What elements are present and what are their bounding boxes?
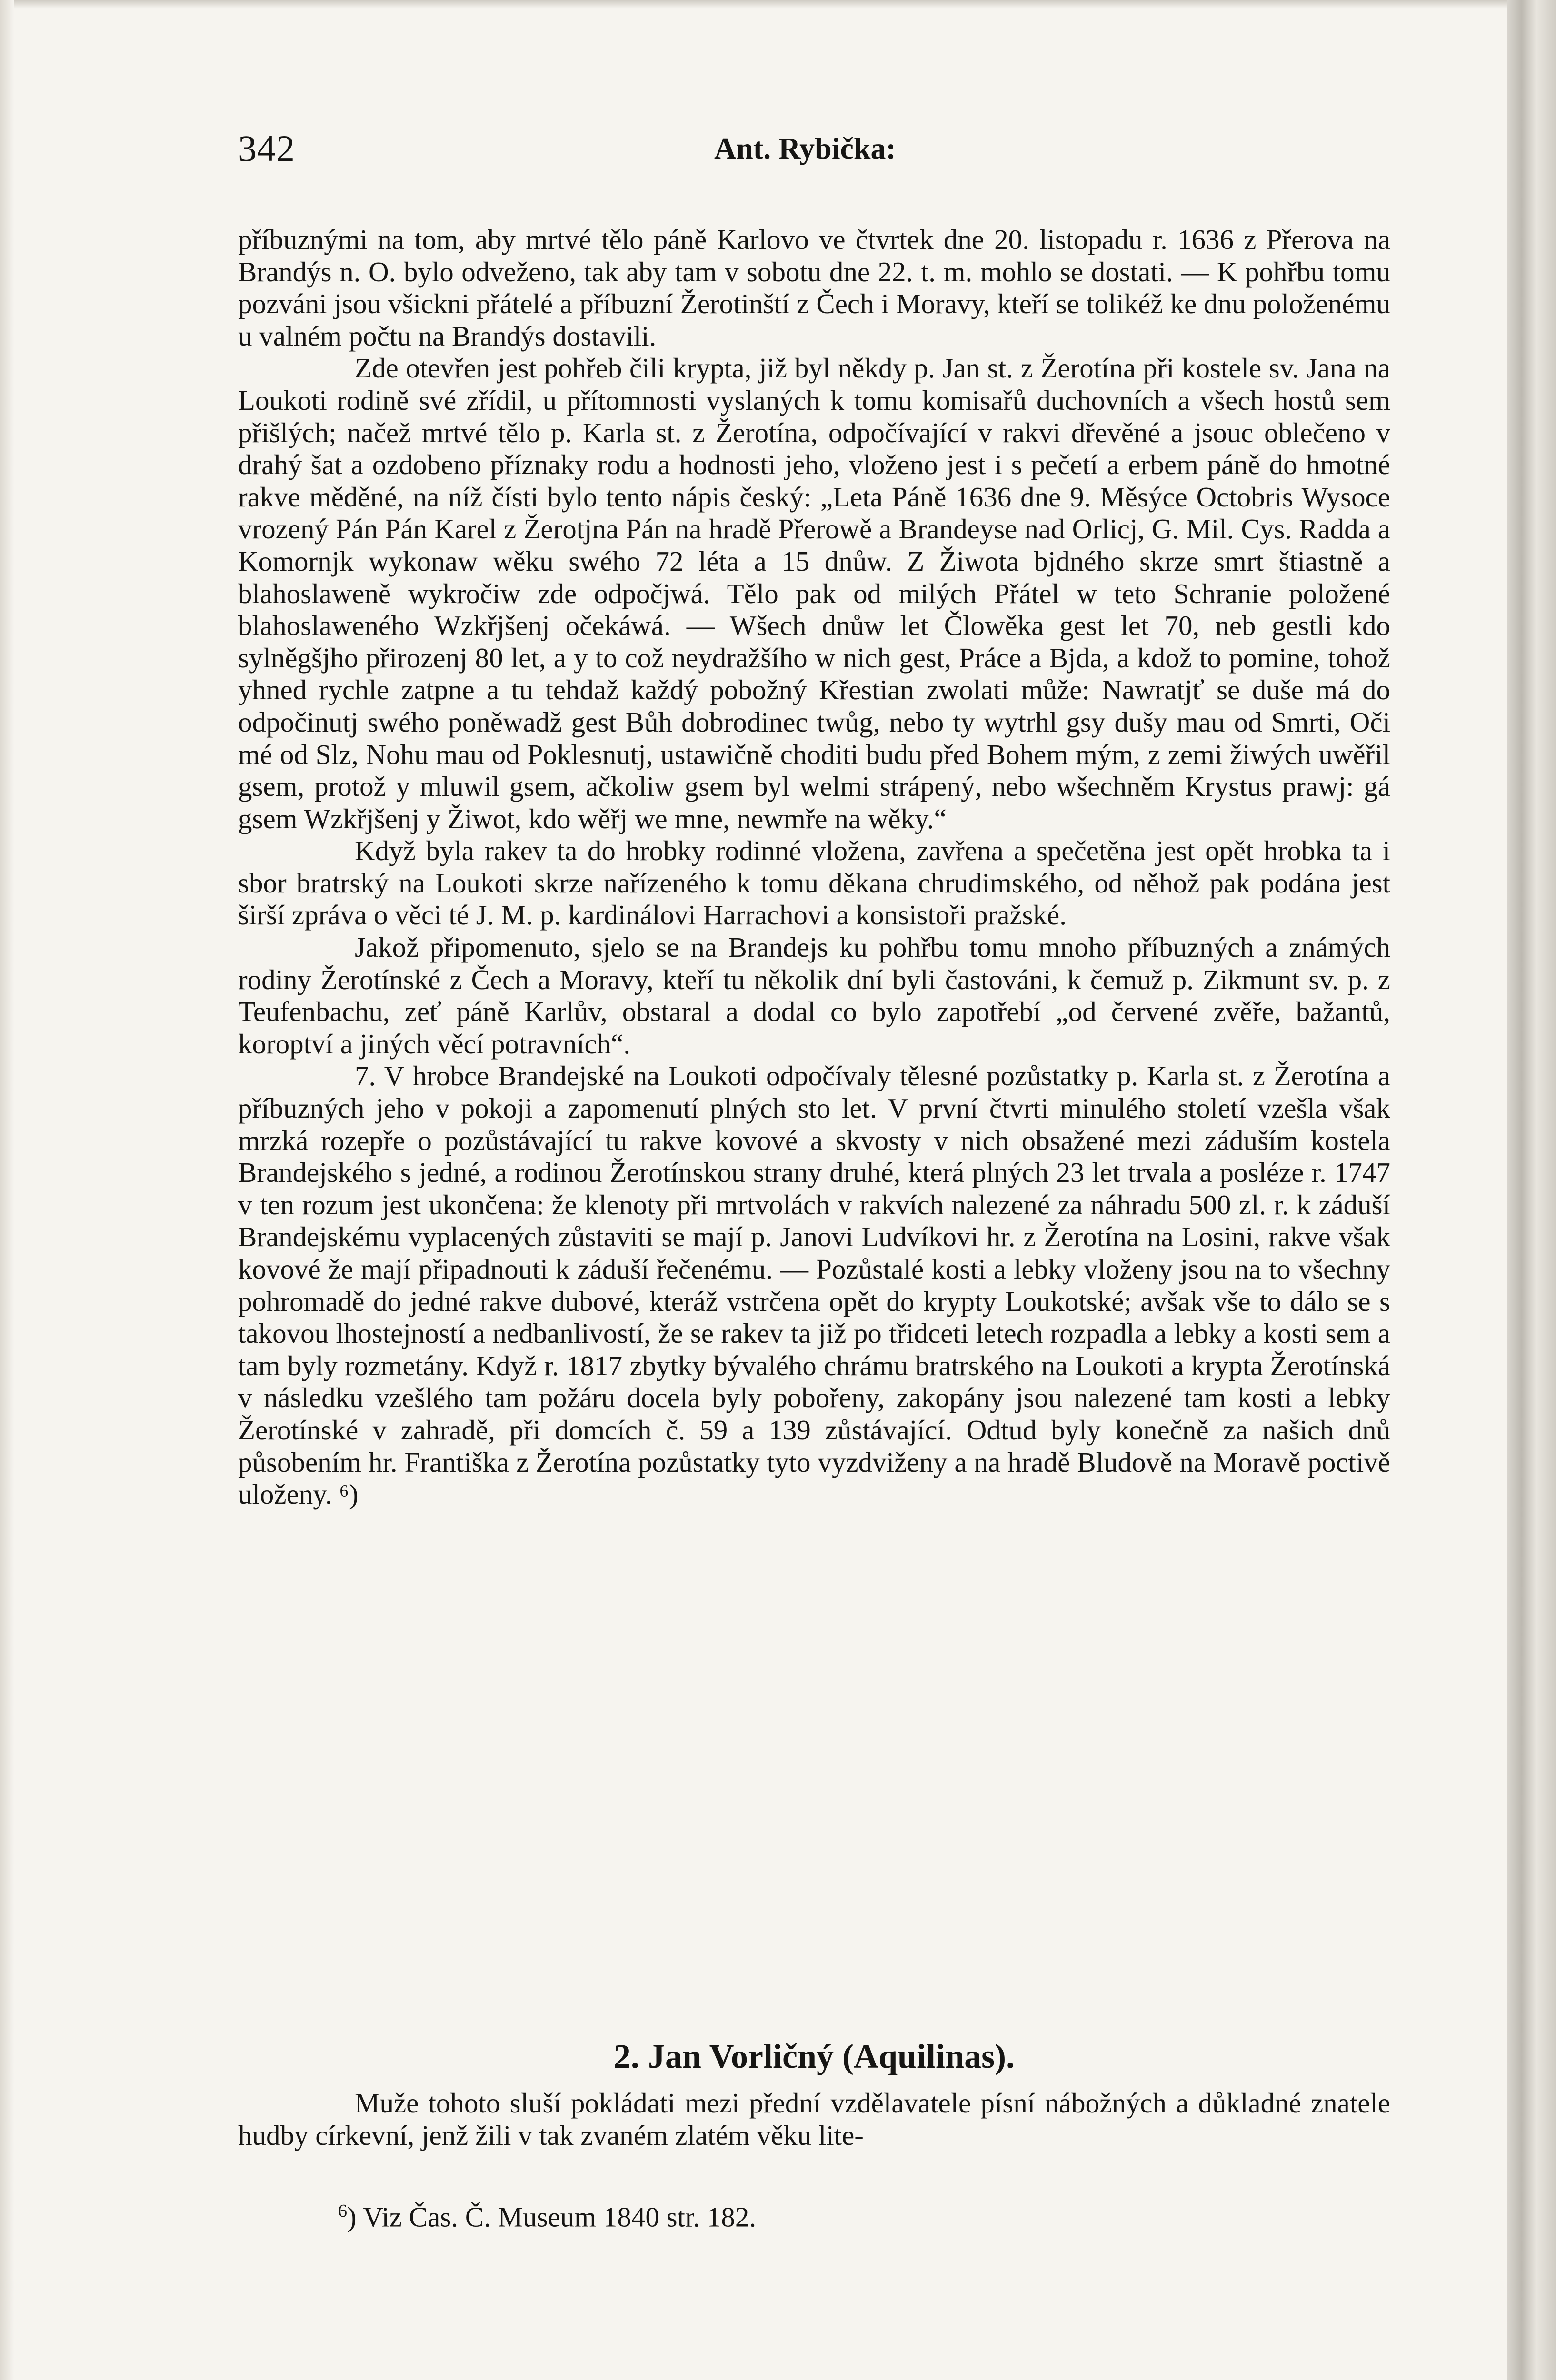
running-head: Ant. Rybička: (714, 131, 896, 165)
paragraph-4: Jakož připomenuto, sjelo se na Brandejs ku pohřbu tomu mnoho příbuzných a známých rodiny Žerotínské z Čech a Moravy, kteří tu několik dní byli častováni, k čemuž p. Zikmunt sv. p. z Teufenbachu, zeť páně Karlův, obstaral a dodal co bylo zapotřebí „od červené zvěře, bažantů, koroptví a jiných věcí potravních“. (238, 932, 1390, 1060)
section-heading: 2. Jan Vorličný (Aquilinas). (613, 2037, 1015, 2075)
paragraph-3: Když byla rakev ta do hrobky rodinné vložena, zavřena a spečetěna jest opět hrobka ta i sbor bratrský na Loukoti skrze nařízeného k tomu děkana chrudimského, od něhož pak podána jest širší zpráva o věci té J. M. p. kardinálovi Harrachovi a konsistoři pražské. (238, 835, 1390, 931)
paragraph-1: příbuznými na tom, aby mrtvé tělo páně Karlovo ve čtvrtek dne 20. listopadu r. 1636 z Přerova na Brandýs n. O. bylo odveženo, tak aby tam v sobotu dne 22. t. m. mohlo se dostati. — K pohřbu tomu pozváni jsou všickni přátelé a příbuzní Žerotinští z Čech i Moravy, kteří se tolikéž ke dnu položenému u valném počtu na Brandýs dostavili. (238, 224, 1390, 352)
section-paragraph: Muže tohoto sluší pokládati mezi přední vzdělavatele písní nábožných a důkladné znatele hudby církevní, jenž žili v tak zvaném zlatém věku lite- (238, 2087, 1390, 2151)
page-binding-edge (1507, 0, 1556, 2380)
page-number: 342 (238, 128, 295, 169)
paragraph-5: 7. V hrobce Brandejské na Loukoti odpočívaly tělesné pozůstatky p. Karla st. z Žerotína a příbuzných jeho v pokoji a zapomenutí plných sto let. V první čtvrti minulého století vzešla však mrzká rozepře o pozůstávající tu rakve kovové a skvosty v nich obsažené mezi záduším kostela Brandejského s jedné, a rodinou Žerotínskou strany druhé, která plných 23 let trvala a posléze r. 1747 v ten rozum jest ukončena: že klenoty při mrtvolách v rakvích nalezené za náhradu 500 zl. r. k záduší Brandejskému vyplacených zůstaviti se mají p. Janovi Ludvíkovi hr. z Žerotína na Losini, rakve však kovové že mají připadnouti k záduší řečenému. — Pozůstalé kosti a lebky vloženy jsou na to všechny pohromadě do jedné rakve dubové, kteráž vstrčena opět do krypty Loukotské; avšak vše to dálo se s takovou lhostejností a nedbanlivostí, že se rakev ta již po třidceti letech rozpadla a lebky a kosti sem a tam byly rozmetány. Když r. 1817 zbytky bývalého chrámu bratrského na Loukoti a krypta Žerotínská v následku vzešlého tam požáru docela byly pobořeny, zakopány jsou nalezené tam kosti a lebky Žerotínské v zahradě, při domcích č. 59 a 139 zůstávající. Odtud byly konečně za našich dnů působením hr. Františka z Žerotína pozůstatky tyto vyzdviženy a na hradě Bludově na Moravě poctivě uloženy. ⁶) (238, 1060, 1390, 1510)
page-top-edge (0, 0, 1556, 9)
footnote-text: ) Viz Čas. Č. Museum 1840 str. 182. (347, 2201, 757, 2233)
paragraph-2: Zde otevřen jest pohřeb čili krypta, již byl někdy p. Jan st. z Žerotína při kostele sv. Jana na Loukoti rodině své zřídil, u přítomnosti vyslaných k tomu komisařů duchovních a všech hostů sem přišlých; načež mrtvé tělo p. Karla st. z Žerotína, odpočívající v rakvi dřevěné a jsouc oblečeno v drahý šat a ozdobeno příznaky rodu a hodnosti jeho, vloženo jest i s pečetí a erbem páně do hmotné rakve měděné, na níž čísti bylo tento nápis český: „Leta Páně 1636 dne 9. Měsýce Octobris Wysoce vrozený Pán Pán Karel z Žerotjna Pán na hradě Přerowě a Brandeyse nad Orlicj, G. Mil. Cys. Radda a Komornjk wykonaw wěku swého 72 léta a 15 dnůw. Z Žiwota bjdného skrze smrt štiastně a blahoslaweně wykročiw zde odpočjwá. Tělo pak od milých Přátel w teto Schranie položené blahoslaweného Wzkřjšenj očekáwá. — Wšech dnůw let Člowěka gest let 70, neb gestli kdo sylněgšjho přirozenj 80 let, a y to což neydražšího w nich gest, Práce a Bjda, a kdož to pomine, tohož yhned rychle zatpne a tu tehdaž každý pobožný Křestian zwolati může: Nawratjť se duše má do odpočinutj swého poněwadž gest Bůh dobrodinec twůg, nebo ty wytrhl gsy dušy mau od Smrti, Oči mé od Slz, Nohu mau od Poklesnutj, ustawičně choditi budu před Bohem mým, z zemi žiwých uwěřil gsem, protož y mluwil gsem, ačkoliw gsem byl welmi strápený, nebo wšechněm Krystus prawj: gá gsem Wzkřjšenj y Žiwot, kdo wěřj we mne, newmře na wěky.“ (238, 352, 1390, 834)
body-text (238, 224, 1390, 1511)
footnote-marker: 6 (338, 2201, 347, 2221)
footnote (338, 2192, 1386, 2236)
page-header (238, 125, 1390, 172)
page-left-edge (0, 0, 14, 2380)
